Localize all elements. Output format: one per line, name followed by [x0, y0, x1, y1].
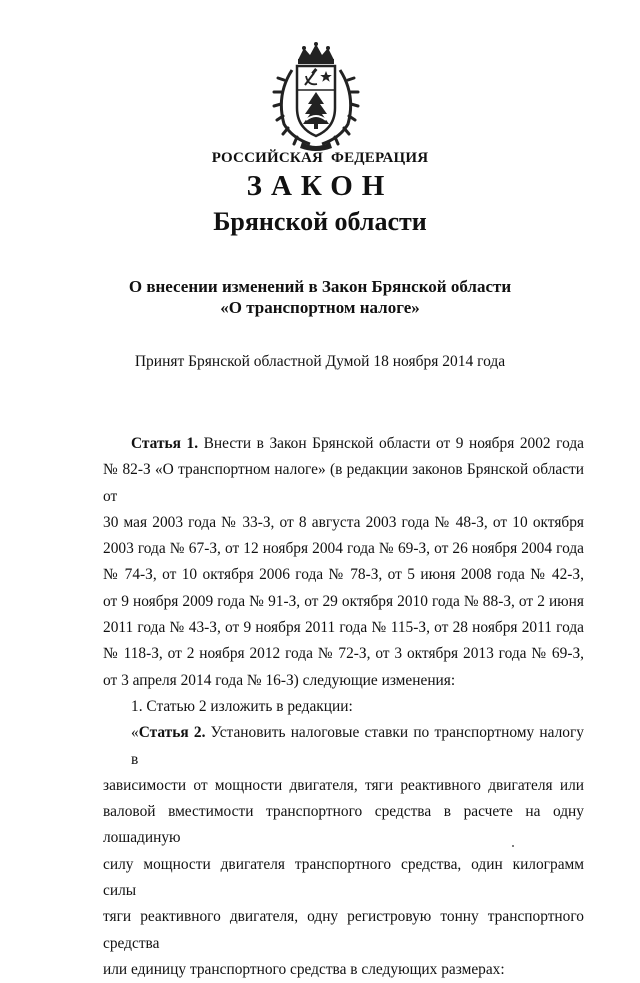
text-line: «Статья 2. Установить налоговые ставки по транспортному налогу в [131, 724, 584, 768]
text-line: зависимости от мощности двигателя, тяги реактивного двигателя или [103, 776, 584, 794]
coat-of-arms-icon [270, 40, 362, 152]
text-line: Статья 1. Внести в Закон Брянской области от 9 ноября 2002 года [131, 435, 584, 452]
text-line: № 82-З «О транспортном налоге» (в редакции законов Брянской области от [103, 461, 584, 505]
text-line: или единицу транспортного средства в следующих размерах: [103, 960, 505, 978]
text-line: 2011 года № 43-З, от 9 ноября 2011 года № 115-З, от 28 ноября 2011 года [103, 619, 584, 637]
law-title-line-2: «О транспортном налоге» [220, 298, 420, 317]
text-line: № 118-З, от 2 ноября 2012 года № 72-З, от 3 октября 2013 года № 69-З, [103, 645, 584, 663]
item-1-paragraph [103, 694, 584, 720]
text-line: № 74-З, от 10 октября 2006 года № 78-З, от 5 июня 2008 года № 42-З, [103, 566, 584, 584]
text-line: 2003 года № 67-З, от 12 ноября 2004 года № 69-З, от 26 ноября 2004 года [103, 540, 584, 558]
article-2-paragraph [103, 720, 584, 983]
text-line: валовой вместимости транспортного средства в расчете на одну лошадиную [103, 803, 584, 847]
text-line: силу мощности двигателя транспортного средства, один килограмм силы [103, 855, 584, 900]
text-line: от 9 ноября 2009 года № 91-З, от 29 октября 2010 года № 88-З, от 2 июня [103, 592, 584, 610]
country-heading: РОССИЙСКАЯ ФЕДЕРАЦИЯ [211, 150, 429, 166]
text-line: 1. Статью 2 изложить в редакции: [131, 697, 353, 715]
scan-speck [512, 845, 514, 847]
law-title [0, 276, 640, 318]
adoption-note: Принят Брянской областной Думой 18 ноября 2014 года [134, 353, 506, 370]
text-line: тяги реактивного двигателя, одну регистровую тонну транспортного средства [103, 908, 584, 952]
text-line: 30 мая 2003 года № 33-З, от 8 августа 2003 года № 48-З, от 10 октября [103, 513, 584, 531]
text-line: от 3 апреля 2014 года № 16-З) следующие изменения: [103, 671, 456, 689]
document-type-heading: ЗАКОН [246, 170, 394, 202]
region-heading: Брянской области [213, 207, 427, 236]
article-label: Статья 2. [138, 724, 206, 742]
law-title-line-1: О внесении изменений в Закон Брянской области [128, 277, 512, 296]
article-label: Статья 1. [131, 435, 199, 452]
article-1-paragraph [103, 431, 584, 694]
document-body [103, 431, 584, 983]
